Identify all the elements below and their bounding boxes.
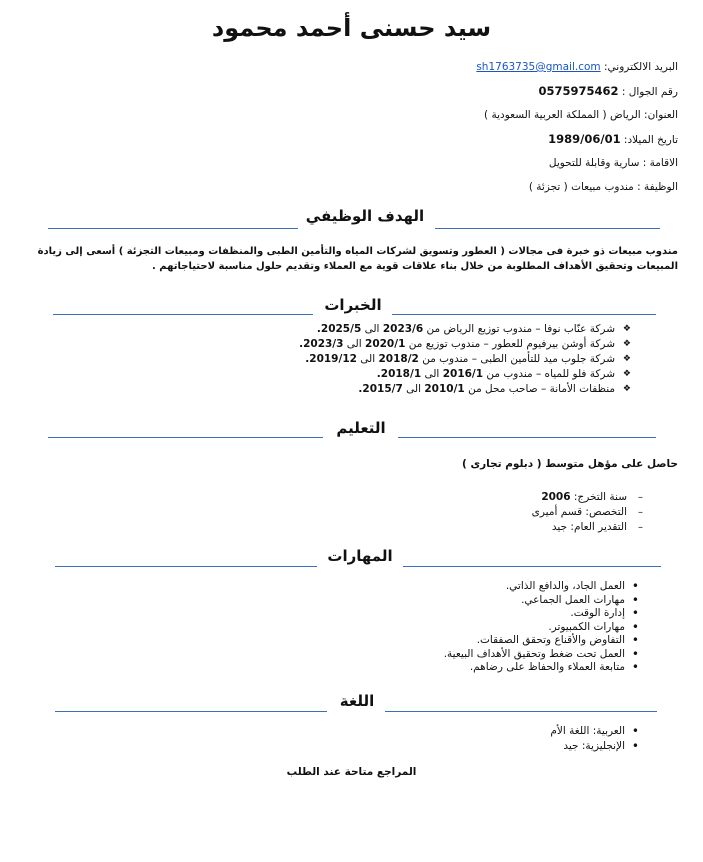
experience-item: [299, 367, 633, 382]
job-line: الوظيفة : مندوب مبيعات ( تجزئة ): [528, 181, 678, 193]
education-qualification: حاصل على مؤهل متوسط ( دبلوم تجارى ): [462, 458, 678, 470]
experience-rule-right: [392, 314, 656, 315]
experience-item-mid: الى: [360, 353, 376, 365]
grad-label: سنة التخرج:: [573, 491, 627, 503]
references-note: المراجع متاحة عند الطلب: [286, 766, 417, 778]
experience-item-from: 2020/1: [365, 338, 406, 350]
experience-item-mid: الى: [346, 338, 362, 350]
email-link[interactable]: sh1763735@gmail.com: [476, 61, 601, 73]
skill-item: • إدارة الوقت.: [444, 607, 643, 621]
experience-item: [299, 322, 633, 337]
language-heading: اللغة: [339, 692, 375, 710]
skills-rule-left: [55, 566, 317, 567]
dob-value: 1989/06/01: [548, 132, 621, 146]
language-rule-left: [55, 711, 327, 712]
experience-item-mid: الى: [364, 323, 380, 335]
skills-heading: المهارات: [327, 547, 393, 565]
skill-item: • التفاوض والأقناع وتحقق الصفقات.: [444, 634, 643, 648]
experience-item: [299, 352, 633, 367]
experience-item-from: 2016/1: [442, 368, 484, 380]
experience-item-mid: الى: [424, 368, 440, 380]
experience-list: [299, 322, 633, 397]
experience-item: [299, 337, 633, 352]
applicant-name: سيد حسنى أحمد محمود: [211, 14, 492, 42]
skills-list: [444, 580, 643, 675]
email-line: [18, 55, 678, 79]
objective-text: مندوب مبيعات ذو خبرة فى مجالات ( العطور وتسويق لشركات المياه والتأمين الطبى والمنظفات ومبيعات التجزئة ) أسعى إلى زيادة المبيعات وتحقيق الأهداف المطلوبة من خلال بناء علاقات قوية مع العملاء وتقديم حلول مناسبة لاحتياجاتهم .: [37, 246, 678, 272]
skills-rule-right: [403, 566, 661, 567]
language-item: • الإنجليزية: جيد: [550, 739, 643, 754]
experience-item-text: شركة أوشن بيرفيوم للعطور – مندوب توزيع من: [408, 338, 615, 350]
grad-year: 2006: [541, 491, 571, 503]
education-details: [532, 490, 645, 535]
objective-rule-right: [435, 228, 660, 229]
skill-item: • العمل الجاد، والدافع الذاتي.: [444, 580, 643, 594]
experience-item-text: منظفات الأمانة – صاحب محل من: [468, 383, 615, 395]
phone-label: رقم الجوال :: [621, 86, 678, 98]
experience-item-from: 2018/2: [378, 353, 419, 365]
experience-item-to: 2023/3.: [299, 338, 344, 350]
experience-item-text: شركة فلو للمياه – مندوب من: [486, 368, 615, 380]
experience-item-to: 2019/12.: [305, 353, 357, 365]
education-grade: – التقدير العام: جيد: [532, 520, 645, 535]
experience-item: [299, 382, 633, 397]
experience-item-from: 2023/6: [382, 323, 424, 335]
skill-item: • العمل تحت ضغط وتحقيق الأهداف البيعية.: [444, 648, 643, 662]
experience-heading: الخبرات: [324, 296, 382, 314]
experience-item-to: 2018/1.: [376, 368, 422, 380]
experience-rule-left: [53, 314, 313, 315]
objective-heading: الهدف الوظيفي: [305, 207, 425, 225]
experience-item-from: 2010/1: [424, 383, 465, 395]
experience-item-text: شركة جلوب ميد للتأمين الطبى – مندوب من: [422, 353, 615, 365]
phone-line: [18, 79, 678, 103]
dob-label: تاريخ الميلاد:: [623, 134, 678, 146]
language-rule-right: [385, 711, 657, 712]
experience-item-text: شركة عنّاب نوفا – مندوب توزيع الرياض من: [426, 323, 615, 335]
skill-item: • متابعة العملاء والحفاظ على رضاهم.: [444, 661, 643, 675]
phone-value: 0575975462: [538, 84, 619, 98]
residence-line: الاقامة : سارية وقابلة للتحويل: [548, 157, 678, 169]
skill-item: • مهارات العمل الجماعي.: [444, 594, 643, 608]
dob-line: [18, 127, 678, 151]
education-rule-right: [398, 437, 656, 438]
address-line: العنوان: الرياض ( المملكة العربية السعودية ): [484, 109, 678, 121]
education-heading: التعليم: [336, 419, 386, 437]
language-item: • العربية: اللغة الأم: [550, 724, 643, 739]
education-grad-year: [532, 490, 645, 505]
language-list: [550, 724, 643, 754]
education-rule-left: [48, 437, 323, 438]
education-major: – التخصص: قسم أميرى: [532, 505, 645, 520]
experience-item-mid: الى: [406, 383, 422, 395]
experience-item-to: 2025/5.: [316, 323, 362, 335]
email-label: البريد الالكتروني:: [604, 61, 678, 73]
experience-item-to: 2015/7.: [358, 383, 403, 395]
objective-rule-left: [48, 228, 298, 229]
skill-item: • مهارات الكمبيوتر.: [444, 621, 643, 635]
contact-info: [18, 55, 678, 199]
